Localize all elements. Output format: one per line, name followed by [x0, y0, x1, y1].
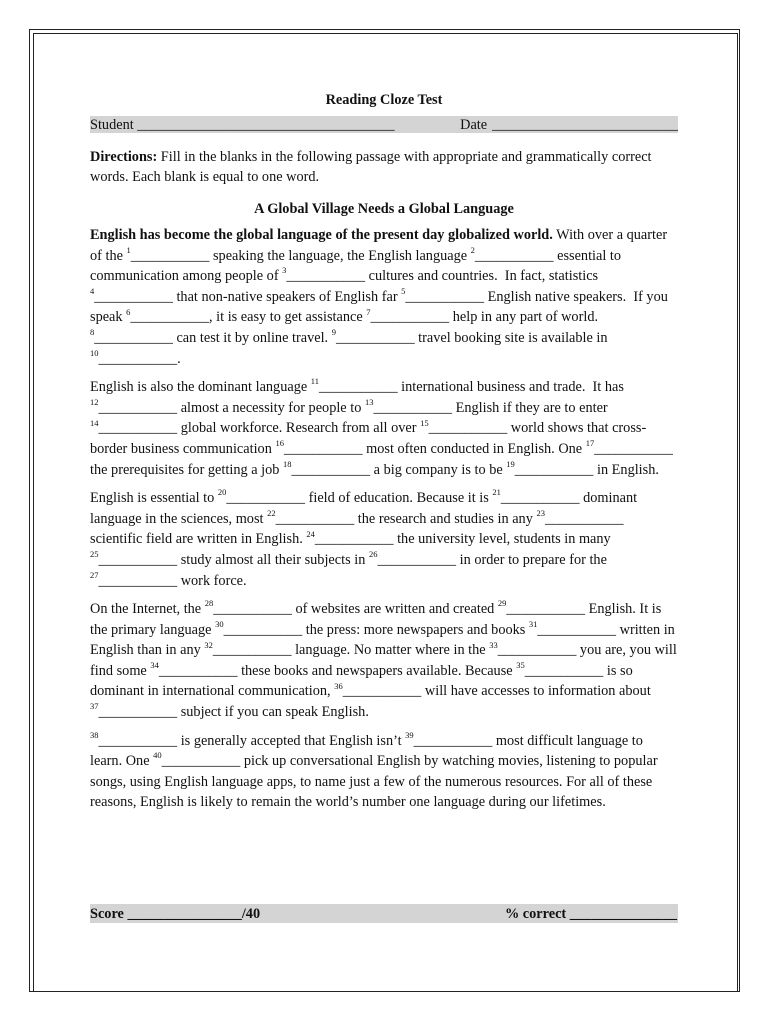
- date-blank[interactable]: __________________________: [492, 117, 678, 133]
- paragraph-1: [90, 225, 678, 369]
- score-bar: [90, 904, 678, 923]
- paragraph-1-lead: English has become the global language of the present day globalized world.: [90, 227, 553, 243]
- page-title: Reading Cloze Test: [325, 92, 443, 108]
- paragraph-5-text: $^{38}$___________ is generally accepted that English isn’t $^{39}$___________ most difficult language to learn. One $^{40}$___________ pick up conversational English by watching movies, listening to popular songs, using English language apps, to name just a few of the numerous resources. For all of these reasons, English is likely to remain the world’s number one language during our lifetimes.: [90, 729, 658, 811]
- score-field[interactable]: Score ________________/40: [90, 906, 261, 922]
- paragraph-1-text: With over a quarter of the $^1$___________ speaking the language, the English language $^2$___________ essential to communication among people of $^3$___________ cultures and countries. In fact, statistics $^4$___________ that non-native speakers of English far $^5$___________ English native speakers. If you speak $^6$___________, it is easy to get assistance $^7$___________ help in any part of world. $^8$___________ can test it by online travel. $^9$___________ travel booking site is available in $^{10}$___________.: [90, 227, 668, 367]
- paragraph-5: [90, 731, 678, 813]
- directions-label: Directions:: [90, 149, 158, 165]
- date-field[interactable]: [460, 116, 678, 133]
- percent-correct-field[interactable]: % correct _______________: [504, 906, 677, 922]
- paragraph-3: [90, 488, 678, 591]
- worksheet: [90, 92, 678, 813]
- paragraph-4: [90, 599, 678, 723]
- directions-text: Fill in the blanks in the following passage with appropriate and grammatically correct words. Each blank is equal to one word.: [90, 149, 652, 185]
- paragraph-2-text: English is also the dominant language $^{11}$___________ international business and trade. It has $^{12}$___________ almost a necessity for people to $^{13}$___________ English if they are to enter $^{14}$___________ global workforce. Research from all over $^{15}$___________ world shows that cross-border business communication $^{16}$___________ most often conducted in English. One $^{17}$___________ the prerequisites for getting a job $^{18}$___________ a big company is to be $^{19}$___________ in English.: [90, 376, 673, 478]
- student-field[interactable]: Student ____________________________________: [90, 117, 395, 133]
- directions: [90, 147, 678, 187]
- student-date-bar: [90, 116, 678, 133]
- date-label: Date: [460, 117, 488, 133]
- passage-title: A Global Village Needs a Global Language: [254, 201, 514, 217]
- paragraph-2: [90, 377, 678, 480]
- paragraph-3-text: English is essential to $^{20}$___________ field of education. Because it is $^{21}$___________ dominant language in the sciences, most $^{22}$___________ the research and studies in any $^{23}$___________ scientific field are written in English. $^{24}$___________ the university level, students in many $^{25}$___________ study almost all their subjects in $^{26}$___________ in order to prepare for the $^{27}$___________ work force.: [90, 487, 638, 589]
- paragraph-4-text: On the Internet, the $^{28}$___________ of websites are written and created $^{29}$___________ English. It is the primary language $^{30}$___________ the press: more newspapers and books $^{31}$___________ written in English than in any $^{32}$___________ language. No matter where in the $^{33}$___________ you are, you will find some $^{34}$___________ these books and newspapers available. Because $^{35}$___________ is so dominant in international communication, $^{36}$___________ will have accesses to information about $^{37}$___________ subject if you can speak English.: [90, 598, 677, 721]
